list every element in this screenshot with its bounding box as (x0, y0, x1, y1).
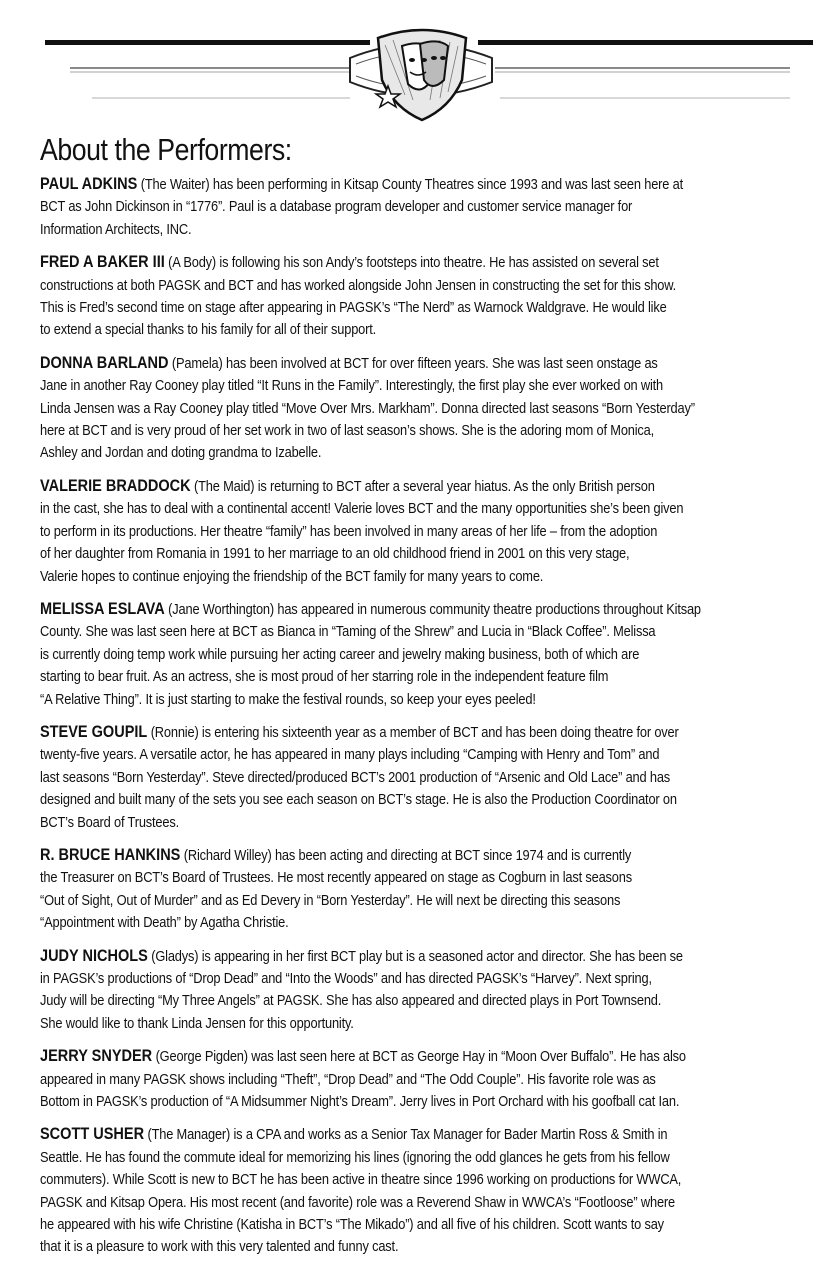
performer-bio (40, 721, 825, 834)
performer-bio (40, 173, 825, 241)
performer-name: VALERIE BRADDOCK (40, 476, 191, 495)
performer-name: PAUL ADKINS (40, 175, 138, 193)
performer-bio (40, 945, 825, 1036)
bio-line: Ashley and Jordan and doting grandma to Izabelle. (40, 445, 322, 462)
bio-line: the Treasurer on BCT’s Board of Trustees. He most recently appeared on stage as Cogburn in last seasons (40, 870, 632, 887)
bio-text: (Gladys) is appearing in her first BCT play but is a seasoned actor and director. She has been se (147, 948, 683, 965)
bio-text: (A Body) is following his son Andy’s footsteps into theatre. He has assisted on several set (164, 255, 659, 272)
bio-line: Jane in another Ray Cooney play titled “It Runs in the Family”. Interestingly, the first play she ever worked on with (40, 378, 664, 395)
bio-line: of her daughter from Romania in 1991 to her marriage to an old childhood friend in 2001 on this very stage, (40, 546, 630, 563)
bio-line: in the cast, she has to deal with a continental accent! Valerie loves BCT and the many opportunities she’s been given (40, 501, 684, 518)
bio-line: Information Architects, INC. (40, 221, 192, 238)
bio-line: Bottom in PAGSK’s production of “A Midsummer Night’s Dream”. Jerry lives in Port Orchard with his goofball cat Ian. (40, 1094, 680, 1111)
bio-text: (The Waiter) has been performing in Kitsap County Theatres since 1993 and was last seen here at (137, 177, 683, 193)
bio-text: (George Pigden) was last seen here at BCT as George Hay in “Moon Over Buffalo”. He has also (152, 1049, 686, 1066)
bio-line (40, 1123, 825, 1146)
bio-line (40, 844, 825, 867)
performer-bio (40, 475, 825, 588)
bio-line: PAGSK and Kitsap Opera. His most recent (and favorite) role was a Reverend Shaw in WWCA’s “Footloose” where (40, 1194, 675, 1211)
bio-line: in PAGSK’s productions of “Drop Dead” and “Into the Woods” and has directed PAGSK’s “Harvey”. Next spring, (40, 971, 652, 987)
performer-name: MELISSA ESLAVA (40, 599, 165, 618)
bio-line: “Out of Sight, Out of Murder” and as Ed Devery in “Born Yesterday”. He will next be directing this seasons (40, 892, 621, 909)
bio-line: to extend a special thanks to his family for all of their support. (40, 322, 377, 339)
bio-line: Linda Jensen was a Ray Cooney play titled “Move Over Mrs. Markham”. Donna directed last seasons “Born Yesterday” (40, 400, 695, 417)
bio-line: “Appointment with Death” by Agatha Christie. (40, 915, 289, 932)
bio-line: starting to bear fruit. As an actress, she is most proud of her starring role in the independent feature film (40, 669, 609, 686)
performer-name: R. BRUCE HANKINS (40, 845, 181, 864)
bio-line (40, 251, 825, 274)
bio-line: is currently doing temp work while pursuing her acting career and jewelry making business, both of which are (40, 646, 640, 663)
bio-line: to perform in its productions. Her theatre “family” has been involved in many areas of her life – from the adoption (40, 523, 658, 540)
performer-bio (40, 844, 825, 935)
bio-line: She would like to thank Linda Jensen for this opportunity. (40, 1015, 354, 1032)
performer-bio (40, 251, 825, 342)
bio-line: commuters). While Scott is new to BCT he has been active in theatre since 1996 working on productions for WWCA, (40, 1172, 682, 1189)
bio-line: constructions at both PAGSK and BCT and has worked alongside John Jensen in constructing the set for this show. (40, 277, 677, 294)
performer-bios (40, 173, 825, 1269)
bio-line: Valerie hopes to continue enjoying the friendship of the BCT family for many years to come. (40, 568, 544, 585)
bio-line: BCT as John Dickinson in “1776”. Paul is a database program developer and customer service manager for (40, 199, 633, 216)
theatre-mask-emblem-icon (350, 30, 492, 120)
bio-line: appeared in many PAGSK shows including “Theft”, “Drop Dead” and “The Odd Couple”. His favorite role was as (40, 1071, 656, 1088)
performer-bio (40, 1123, 825, 1258)
bio-text: (Richard Willey) has been acting and directing at BCT since 1974 and is currently (180, 847, 632, 864)
bio-line (40, 721, 825, 744)
bio-text: (Jane Worthington) has appeared in numerous community theatre productions throughout Kitsap (164, 601, 701, 618)
bio-line: here at BCT and is very proud of her set work in two of last season’s shows. She is the adoring mom of Monica, (40, 423, 655, 440)
page-title: About the Performers: (40, 132, 292, 167)
bio-line (40, 173, 825, 196)
performer-name: STEVE GOUPIL (40, 722, 148, 741)
performer-name: JUDY NICHOLS (40, 946, 148, 965)
bio-line (40, 598, 825, 621)
performer-name: JERRY SNYDER (40, 1047, 153, 1066)
performer-bio (40, 598, 825, 711)
bio-line: BCT’s Board of Trustees. (40, 814, 180, 831)
bio-line: he appeared with his wife Christine (Katisha in BCT’s “The Mikado”) and all five of his children. Scott wants to say (40, 1217, 664, 1234)
bio-line: last seasons “Born Yesterday”. Steve directed/produced BCT’s 2001 production of “Arsenic and Old Lace” and has (40, 769, 671, 786)
bio-line (40, 1045, 825, 1068)
bio-line (40, 352, 825, 375)
performer-name: DONNA BARLAND (40, 353, 169, 372)
bio-line: “A Relative Thing”. It is just starting to make the festival rounds, so keep your eyes peeled! (40, 691, 536, 708)
header-ornament (0, 0, 825, 135)
bio-line (40, 945, 825, 968)
performer-name: FRED A BAKER III (40, 253, 165, 272)
performer-bio (40, 352, 825, 465)
bio-line: designed and built many of the sets you see each season on BCT’s stage. He is also the Production Coordinator on (40, 792, 677, 809)
bio-text: (Ronnie) is entering his sixteenth year as a member of BCT and has been doing theatre for over (147, 724, 679, 741)
bio-line: County. She was last seen here at BCT as Bianca in “Taming of the Shrew” and Lucia in “Black Coffee”. Melissa (40, 624, 656, 641)
bio-text: (The Maid) is returning to BCT after a several year hiatus. As the only British person (190, 478, 655, 495)
bio-line (40, 475, 825, 498)
bio-line: Judy will be directing “My Three Angels” at PAGSK. She has also appeared and directed plays in Port Townsend. (40, 993, 662, 1010)
performer-bio (40, 1045, 825, 1113)
bio-line: that it is a pleasure to work with this very talented and funny cast. (40, 1239, 399, 1256)
bio-text: (The Manager) is a CPA and works as a Senior Tax Manager for Bader Martin Ross & Smith in (144, 1127, 668, 1144)
bio-text: (Pamela) has been involved at BCT for over fifteen years. She was last seen onstage as (168, 355, 658, 372)
bio-line: This is Fred’s second time on stage after appearing in PAGSK’s “The Nerd” as Warnock Waldgrave. He would like (40, 300, 667, 317)
bio-line: Seattle. He has found the commute ideal for memorizing his lines (ignoring the odd glances he gets from his fellow (40, 1149, 670, 1166)
performer-name: SCOTT USHER (40, 1125, 145, 1144)
bio-line: twenty-five years. A versatile actor, he has appeared in many plays including “Camping with Henry and Tom” and (40, 747, 660, 764)
